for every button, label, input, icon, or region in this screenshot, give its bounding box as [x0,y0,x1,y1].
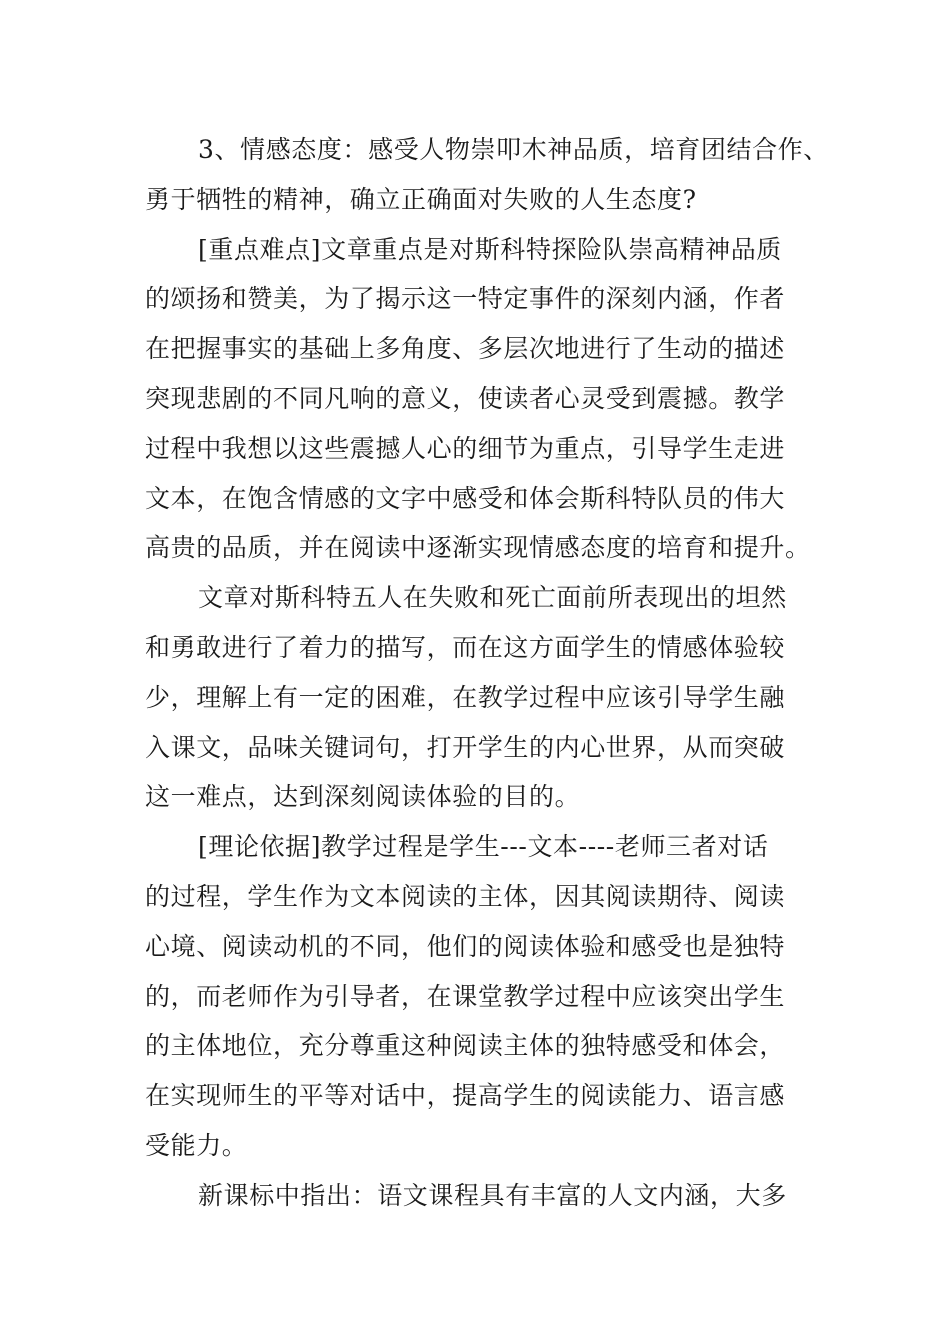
text-line: [重点难点]文章重点是对斯科特探险队崇高精神品质 [198,234,782,264]
text-line: 这一难点，达到深刻阅读体验的目的。 [145,782,581,812]
text-line: [理论依据]教学过程是学生---文本----老师三者对话 [198,832,769,862]
text-line: 的过程，学生作为文本阅读的主体，因其阅读期待、阅读 [145,881,786,911]
text-line: 文本，在饱含情感的文字中感受和体会斯科特队员的伟大 [145,483,786,513]
text-line: 文章对斯科特五人在失败和死亡面前所表现出的坦然 [198,583,787,613]
document-body [145,125,845,1221]
text-line: 高贵的品质，并在阅读中逐渐实现情感态度的培育和提升。 [145,533,811,563]
text-line: 心境、阅读动机的不同，他们的阅读体验和感受也是独特 [145,931,786,961]
text-line: 在实现师生的平等对话中，提高学生的阅读能力、语言感 [145,1081,786,1111]
text-line: 突现悲剧的不同凡响的意义，使读者心灵受到震撼。教学 [145,383,786,413]
text-line: 3、情感态度：感受人物崇叩木神品质，培育团结合作、 [198,135,829,164]
text-line: 新课标中指出：语文课程具有丰富的人文内涵，大多 [198,1180,787,1210]
text-line: 和勇敢进行了着力的描写，而在这方面学生的情感体验较 [145,632,786,662]
text-line: 勇于牺牲的精神，确立正确面对失败的人生态度? [145,184,697,214]
text-line: 受能力。 [145,1130,248,1160]
text-line: 的，而老师作为引导者，在课堂教学过程中应该突出学生 [145,981,786,1011]
text-line: 少，理解上有一定的困难，在教学过程中应该引导学生融 [145,682,786,712]
text-line: 过程中我想以这些震撼人心的细节为重点，引导学生走进 [145,433,786,463]
text-line: 入课文，品味关键词句，打开学生的内心世界，从而突破 [145,732,786,762]
text-line: 的主体地位，充分尊重这种阅读主体的独特感受和体会， [145,1031,786,1061]
text-line: 在把握事实的基础上多角度、多层次地进行了生动的描述 [145,334,786,364]
text-line: 的颂扬和赞美，为了揭示这一特定事件的深刻内涵，作者 [145,284,786,314]
